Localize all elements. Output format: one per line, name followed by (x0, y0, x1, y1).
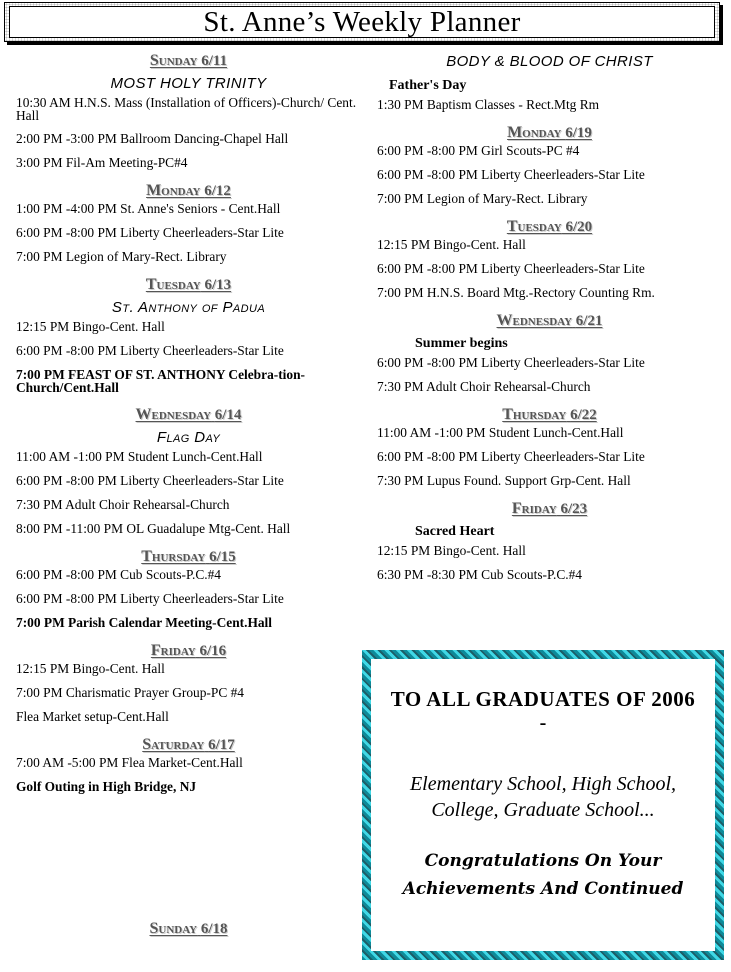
event-item: 7:30 PM Lupus Found. Support Grp-Cent. Hall (377, 473, 631, 488)
day-heading (377, 122, 722, 144)
title-inner (9, 6, 715, 38)
event-item: 12:15 PM Bingo-Cent. Hall (16, 661, 165, 676)
day-date: 6/12 (204, 183, 231, 199)
event-item: 6:30 PM -8:30 PM Cub Scouts-P.C.#4 (377, 567, 582, 582)
day-heading (16, 274, 361, 296)
day-name: Monday (507, 124, 562, 141)
event-item: 7:00 PM Parish Calendar Meeting-Cent.Hall (16, 615, 272, 630)
feast-label: Flag Day (156, 429, 221, 446)
day-date: 6/16 (199, 643, 227, 659)
day-name: Sunday (149, 52, 198, 69)
event-item: 7:00 PM Legion of Mary-Rect. Library (377, 191, 588, 206)
event-item: 6:00 PM -8:00 PM Liberty Cheerleaders-Star Lite (16, 343, 284, 358)
day-heading (16, 404, 361, 426)
event-item: 7:30 PM Adult Choir Rehearsal-Church (377, 379, 591, 394)
page-title: St. Anne’s Weekly Planner (203, 5, 521, 38)
day-name: Tuesday (145, 276, 201, 293)
left-column (16, 50, 361, 804)
day-name: Monday (146, 182, 201, 199)
day-date: 6/23 (560, 501, 588, 517)
event-item: 12:15 PM Bingo-Cent. Hall (377, 237, 526, 252)
event-item: 6:00 PM -8:00 PM Liberty Cheerleaders-Star Lite (377, 355, 645, 370)
day-name: Saturday (142, 736, 205, 753)
event-item: 10:30 AM H.N.S. Mass (Installation of Officers)-Church/ Cent. Hall (16, 95, 357, 123)
day-date: 6/20 (565, 219, 593, 235)
graduates-schools: Elementary School, High School, College, Graduate School... (409, 773, 677, 821)
event-item: Flea Market setup-Cent.Hall (16, 709, 169, 724)
event-item: 7:00 PM H.N.S. Board Mtg.-Rectory Counting Rm. (377, 285, 655, 300)
event-item: 6:00 PM -8:00 PM Liberty Cheerleaders-Star Lite (377, 261, 645, 276)
day-date: 6/22 (570, 407, 597, 423)
day-date: 6/15 (209, 549, 236, 565)
event-item: 6:00 PM -8:00 PM Liberty Cheerleaders-Star Lite (16, 591, 284, 606)
day-date: 6/11 (201, 53, 228, 69)
right-column (377, 50, 722, 592)
event-item: 6:00 PM -8:00 PM Liberty Cheerleaders-Star Lite (16, 225, 284, 240)
day-date: 6/17 (208, 737, 235, 753)
day-name: Friday (150, 642, 196, 659)
day-name: Tuesday (506, 218, 562, 235)
day-date: 6/21 (575, 313, 603, 329)
event-item: 11:00 AM -1:00 PM Student Lunch-Cent.Hall (377, 425, 624, 440)
day-heading (377, 310, 722, 332)
event-item: 7:00 PM Charismatic Prayer Group-PC #4 (16, 685, 244, 700)
feast-label: BODY & BLOOD OF CHRIST (446, 53, 653, 70)
day-heading (16, 50, 361, 72)
event-item: 6:00 PM -8:00 PM Cub Scouts-P.C.#4 (16, 567, 221, 582)
day-heading (16, 734, 361, 756)
graduates-headline: TO ALL GRADUATES OF 2006 (390, 687, 696, 711)
title-banner (4, 2, 720, 42)
feast-label: MOST HOLY TRINITY (110, 75, 267, 92)
event-item: 12:15 PM Bingo-Cent. Hall (16, 319, 165, 334)
day-name: Thursday (141, 548, 206, 565)
day-name: Wednesday (135, 406, 212, 423)
day-name: Sunday (149, 920, 198, 937)
day-heading (16, 640, 361, 662)
day-date: 6/18 (200, 921, 228, 937)
feast-label: St. Anthony of Padua (111, 299, 266, 316)
event-item: 6:00 PM -8:00 PM Liberty Cheerleaders-Star Lite (377, 167, 645, 182)
event-item: 7:00 PM Legion of Mary-Rect. Library (16, 249, 227, 264)
day-heading (377, 216, 722, 238)
event-item: 6:00 PM -8:00 PM Liberty Cheerleaders-Star Lite (377, 449, 645, 464)
event-item: 1:30 PM Baptism Classes - Rect.Mtg Rm (377, 97, 600, 112)
day-date: 6/19 (565, 125, 592, 141)
event-item: 7:00 PM FEAST OF ST. ANTHONY Celebra-tion-Church/Cent.Hall (16, 367, 306, 395)
event-item: 6:00 PM -8:00 PM Girl Scouts-PC #4 (377, 143, 580, 158)
day-name: Wednesday (496, 312, 573, 329)
day-name: Thursday (502, 406, 567, 423)
day-heading (377, 404, 722, 426)
day-date: 6/14 (214, 407, 242, 423)
day-heading (16, 546, 361, 568)
event-item: 7:30 PM Adult Choir Rehearsal-Church (16, 497, 230, 512)
day-date: 6/13 (204, 277, 232, 293)
graduates-congratulations: Congratulations On Your Achievements And Continued (402, 851, 684, 899)
event-item: 2:00 PM -3:00 PM Ballroom Dancing-Chapel Hall (16, 131, 289, 146)
graduates-box (362, 650, 724, 960)
event-item: 6:00 PM -8:00 PM Liberty Cheerleaders-Star Lite (16, 473, 284, 488)
observance-note: Father's Day (389, 78, 467, 93)
event-item: 11:00 AM -1:00 PM Student Lunch-Cent.Hall (16, 449, 263, 464)
event-item: 12:15 PM Bingo-Cent. Hall (377, 543, 526, 558)
day-heading (16, 180, 361, 202)
event-item: 7:00 AM -5:00 PM Flea Market-Cent.Hall (16, 755, 243, 770)
event-item: 3:00 PM Fil-Am Meeting-PC#4 (16, 155, 188, 170)
day-name: Friday (511, 500, 557, 517)
event-item: 8:00 PM -11:00 PM OL Guadalupe Mtg-Cent. Hall (16, 521, 291, 536)
day-heading (377, 498, 722, 520)
observance-note: Sacred Heart (415, 524, 495, 539)
event-item: 1:00 PM -4:00 PM St. Anne's Seniors - Cent.Hall (16, 201, 281, 216)
sunday-6-18-heading (16, 918, 361, 940)
event-item: Golf Outing in High Bridge, NJ (16, 779, 197, 794)
observance-note: Summer begins (415, 336, 508, 351)
graduates-dash: - (539, 712, 547, 734)
